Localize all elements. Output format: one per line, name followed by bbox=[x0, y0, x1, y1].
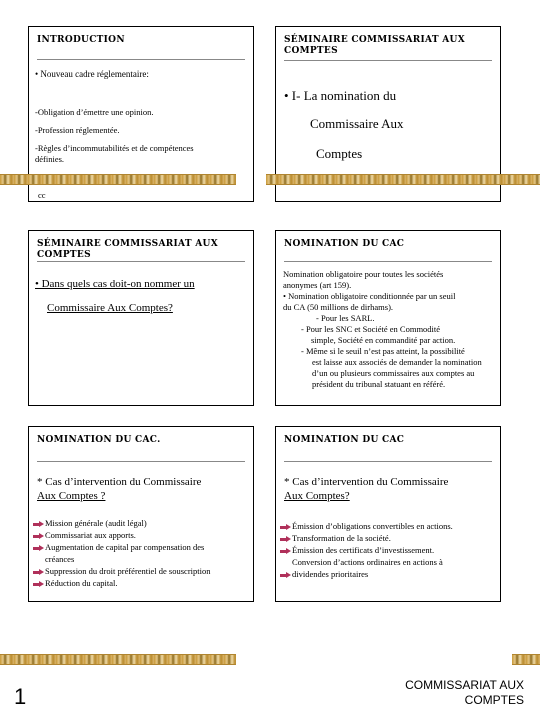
list-item: Augmentation de capital par compensation des bbox=[33, 541, 210, 553]
list-item: Mission générale (audit légal) bbox=[33, 517, 210, 529]
slide-title: NOMINATION DU CAC bbox=[284, 435, 405, 445]
divider bbox=[284, 461, 492, 462]
list-item: dividendes prioritaires bbox=[280, 568, 453, 580]
slide-heading bbox=[284, 475, 448, 489]
slide-title: INTRODUCTION bbox=[37, 35, 125, 45]
decorative-stripe bbox=[512, 654, 540, 665]
divider bbox=[284, 60, 492, 61]
slide-title: SÉMINAIRE COMMISSARIAT AUX COMPTES bbox=[37, 239, 218, 260]
list-item: -Règles d’incommutabilités et de compétences bbox=[35, 143, 194, 153]
list-item: -Profession réglementée. bbox=[35, 125, 120, 135]
list-item: Commissariat aux apports. bbox=[33, 529, 210, 541]
body-line: anonymes (art 159). bbox=[283, 280, 352, 290]
slide-title-line2: COMPTES bbox=[284, 46, 338, 56]
list-item: Émission d’obligations convertibles en actions. bbox=[280, 520, 453, 532]
heading-line: * Cas d’intervention du Commissaire bbox=[284, 476, 449, 488]
list-item: Réduction du capital. bbox=[33, 577, 210, 589]
slide-heading: Aux Comptes? bbox=[284, 490, 350, 502]
arrow-bullet-icon bbox=[33, 581, 44, 588]
body-line: est laisse aux associés de demander la nomination bbox=[312, 357, 482, 367]
arrow-bullet-icon bbox=[33, 521, 44, 528]
arrow-bullet-icon bbox=[33, 569, 44, 576]
decorative-stripe bbox=[0, 174, 236, 185]
divider bbox=[37, 59, 245, 60]
arrow-bullet-icon bbox=[280, 536, 291, 543]
slide-cas-intervention-2 bbox=[275, 426, 501, 602]
slide-heading: Aux Comptes ? bbox=[37, 490, 106, 502]
body-line: d’un ou plusieurs commissaires aux comptes au bbox=[312, 368, 475, 378]
cc-label: cc bbox=[38, 190, 46, 200]
slide-line: • I- La nomination du bbox=[284, 88, 397, 103]
footer-brand bbox=[405, 678, 524, 708]
question-line: • Dans quels cas doit-on nommer un bbox=[35, 278, 195, 290]
arrow-bullet-icon bbox=[280, 548, 291, 555]
list-item: Suppression du droit préférentiel de souscription bbox=[33, 565, 210, 577]
heading-line: * Cas d’intervention du Commissaire bbox=[37, 476, 202, 488]
divider bbox=[37, 461, 245, 462]
slide-seminaire-question bbox=[28, 230, 254, 406]
list-item: Émission des certificats d’investissement. bbox=[280, 544, 453, 556]
slide-cas-intervention-1 bbox=[28, 426, 254, 602]
arrow-bullet-icon bbox=[33, 533, 44, 540]
body-line: du CA (50 millions de dirhams). bbox=[283, 302, 394, 312]
footer-brand-line: COMPTES bbox=[464, 693, 524, 707]
list-item: définies. bbox=[35, 154, 65, 164]
body-line: Nomination obligatoire pour toutes les sociétés bbox=[283, 269, 444, 279]
divider bbox=[37, 261, 245, 262]
list-item: -Obligation d’émettre une opinion. bbox=[35, 107, 154, 117]
slide-line: Comptes bbox=[316, 146, 363, 161]
body-line: - Même si le seuil n’est pas atteint, la possibilité bbox=[301, 346, 465, 356]
slide-nomination-cac bbox=[275, 230, 501, 406]
body-line: • Nomination obligatoire conditionnée par un seuil bbox=[283, 291, 456, 301]
list-item: créances bbox=[45, 554, 75, 564]
page-number: 1 bbox=[14, 684, 27, 709]
slide-title-line1: SÉMINAIRE COMMISSARIAT AUX bbox=[284, 35, 465, 45]
divider bbox=[284, 261, 492, 262]
arrow-bullet-icon bbox=[33, 545, 44, 552]
slide-heading: • Nouveau cadre réglementaire: bbox=[35, 69, 149, 79]
slide-heading bbox=[37, 475, 201, 489]
list-item: Transformation de la société. bbox=[280, 532, 453, 544]
decorative-stripe bbox=[266, 174, 540, 185]
body-line: - Pour les SARL. bbox=[316, 313, 375, 323]
decorative-stripe bbox=[0, 654, 236, 665]
bullet-list bbox=[33, 517, 210, 589]
list-item: Conversion d’actions ordinaires en actions à bbox=[292, 557, 443, 567]
body-line: simple, Société en commandité par action. bbox=[311, 335, 456, 345]
slide-title: NOMINATION DU CAC bbox=[284, 239, 405, 249]
slide-title: NOMINATION DU CAC. bbox=[37, 435, 161, 445]
body-line: - Pour les SNC et Société en Commodité bbox=[301, 324, 441, 334]
footer-brand-line: COMMISSARIAT AUX bbox=[405, 678, 524, 692]
question-line: Commissaire Aux Comptes? bbox=[47, 302, 173, 314]
body-line: président du tribunal statuant en référé. bbox=[312, 379, 446, 389]
arrow-bullet-icon bbox=[280, 524, 291, 531]
arrow-bullet-icon bbox=[280, 572, 291, 579]
bullet-list bbox=[280, 520, 453, 580]
slide-line: Commissaire Aux bbox=[310, 116, 404, 131]
